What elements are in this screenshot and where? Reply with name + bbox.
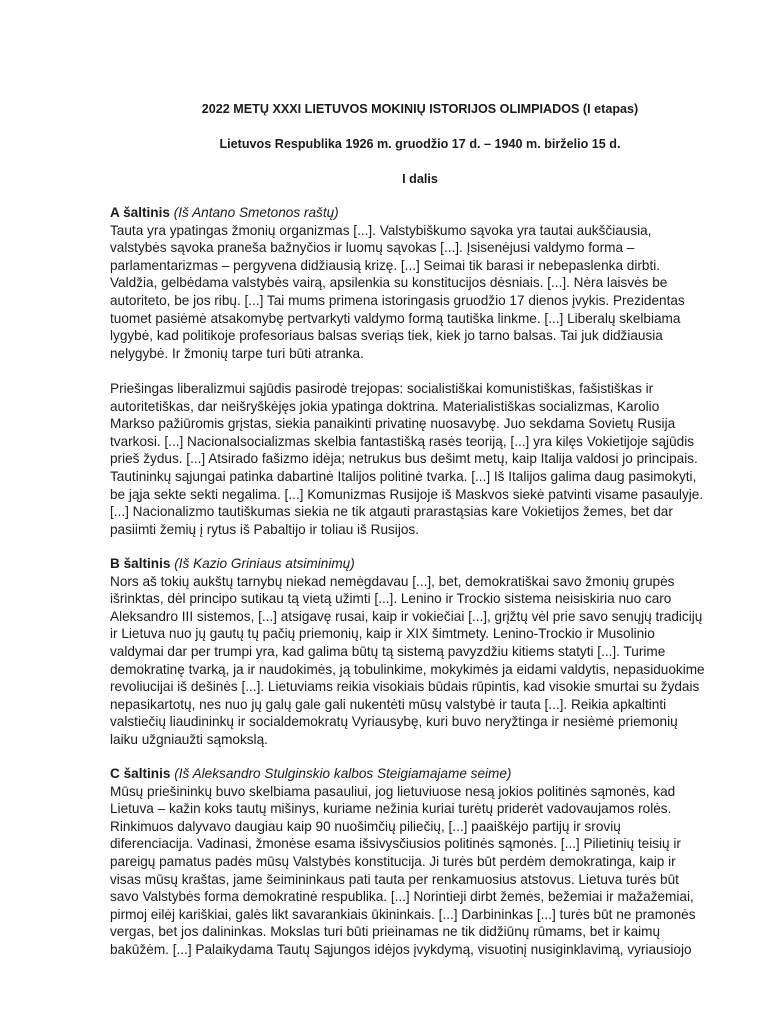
source-a-heading [110, 204, 730, 222]
text-line: Priešingas liberalizmui sąjūdis pasirodė trejopas: socialistiškai komunistiškas, fašistiškas ir [110, 380, 654, 396]
text-line: autoritetiškas, dar neišryškėjęs jokia ypatinga doktrina. Materialistiškas socializmas, Karolio [110, 398, 660, 414]
source-b-paragraph-1 [110, 573, 730, 749]
text-line: demokratinę tvarką, ja ir naudokimės, ją tobulinkime, mokykimės ja eidami valdytis, nepasiduokime [110, 661, 705, 677]
source-c-label: C šaltinis [110, 766, 171, 781]
source-a-paragraph-2 [110, 380, 730, 538]
text-line: Aleksandro III sistemos, [...] atsigavę rusai, kaip ir vokiečiai [...], grįžtų vėl prie savo senųjų tradicijų [110, 608, 703, 624]
text-line: tvarkosi. [...] Nacionalsocializmas skelbia fantastišką rasės teoriją, [...] yra kilęs Vokietijoje sąjūdis [110, 433, 695, 449]
text-line: Lietuva – kažin koks tautų mišinys, kuriame nežinia kuriai turėtų priderėt vadovaujamos rolės. [110, 801, 672, 817]
document-subtitle: Lietuvos Respublika 1926 m. gruodžio 17 d. – 1940 m. birželio 15 d. [219, 137, 621, 151]
text-line: laiku užgniaužti sąmokslą. [110, 731, 268, 747]
text-line: Mūsų priešininkų buvo skelbiama pasauliui, jog lietuviuose nesą jokios politinės sąmonės, kad [110, 783, 676, 799]
source-c-paragraph-1 [110, 783, 730, 959]
text-line: Tautininkų sąjungai patinka dabartinė Italijos politinė tvarka. [...] Iš Italijos galima daug pasimokyti, [110, 468, 697, 484]
text-line: išrinktas, dėl principo sutikau tą vietą užimti [...]. Lenino ir Trockio sistema neisiskiria nuo caro [110, 591, 672, 607]
text-line: be jąja sekte sekti negalima. [...] Komunizmas Rusijoje iš Maskvos siekė patvinti visame pasaulyje. [110, 486, 704, 502]
source-b-heading [110, 555, 730, 573]
text-line: Valdžia, gelbėdama valstybės vairą, apsilenkia su konstitucijos dėsniais. [...]. Nėra laisvės be [110, 275, 668, 291]
text-line: Nors aš tokių aukštų tarnybų niekad nemėgdavau [...], bet, demokratiškai savo žmonių grupės [110, 573, 675, 589]
text-line: pirmoj eilėj kariškiai, galės likt savarankiais ūkininkais. [...] Darbininkas [...] turės būt ne pramonės [110, 906, 696, 922]
text-line: Markso pažiūromis grįstas, siekia panaikinti privatinę nuosavybę. Juo sekdama Sovietų Rusija [110, 416, 676, 432]
source-b-label: B šaltinis [110, 556, 171, 571]
text-line: visas mūsų kraštas, jame šeimininkaus pati tauta per renkamuosius atstovus. Lietuva turės būt [110, 871, 679, 887]
document-title: 2022 METŲ XXXI LIETUVOS MOKINIŲ ISTORIJOS OLIMPIADOS (I etapas) [201, 102, 639, 116]
source-a [110, 204, 730, 538]
text-line: nepasikartotų, nes nuo jų galų gale gali nukentėti mūsų valstybė ir tauta [...]. Reikia apkaltinti [110, 696, 667, 712]
text-line: valstiečių liaudininkų ir socialdemokratų Vyriausybę, kuri buvo neryžtinga ir nesiėmė priemonių [110, 714, 678, 730]
text-line: revoliucijai iš dešinės [...]. Lietuviams reikia visokiais būdais rūpintis, kad visokie smurtai su žydais [110, 679, 700, 695]
text-line: prieš žydus. [...] Atsirado fašizmo idėja; netrukus bus dešimt metų, kaip Italija valdosi jo principais. [110, 451, 698, 467]
source-c [110, 765, 730, 959]
text-line: Tauta yra ypatingas žmonių organizmas [...]. Valstybiškumo sąvoka yra tautai aukščiausia, [110, 222, 652, 238]
text-line: savo Valstybės forma demokratinė respublika. [...] Norintieji dirbt žemės, bežemiai ir mažažemiai, [110, 889, 694, 905]
part-heading: I dalis [402, 172, 438, 186]
text-line: Rinkimuos dalyvavo daugiau kaip 90 nuošimčių piliečių, [...] paaiškėjo partijų ir srovių [110, 818, 621, 834]
text-line: pareigų pamatus padės mūsų Valstybės konstitucija. Ji turės būt perdėm demokratinga, kaip ir [110, 853, 676, 869]
text-line: tuomet pasiėmė atsakomybę pertvarkyti valdymo formą tautiška linkme. [...] Liberalų skelbiama [110, 310, 681, 326]
text-line: lygybė, kad politikoje profesoriaus balsas sveriąs tiek, kiek jo tarno balsas. Tai juk didžiausia [110, 328, 663, 344]
source-c-heading [110, 765, 730, 783]
text-line: parlamentarizmas – pergyvena didžiausią krizę. [...] Seimai tik barasi ir nebepaslenka dirbti. [110, 257, 661, 273]
text-line: pasiimti žemių į rytus iš Pabaltijo ir toliau iš Rusijos. [110, 521, 419, 537]
text-line: ir Lietuva nuo jų gautų tų pačių priemonių, kaip ir XIX šimtmety. Lenino-Trockio ir Musolinio [110, 626, 655, 642]
text-line: diferenciacija. Vadinasi, žmonėse esama išsivysčiusios politinės sąmonės. [...] Pilietinių teisių ir [110, 836, 681, 852]
source-a-note: (Iš Antano Smetonos raštų) [173, 205, 339, 220]
text-line: [...] Nacionalizmo tautiškumas siekia ne tik atgauti prarastąsias kare Vokietijos žemes, bet dar [110, 504, 673, 520]
source-a-label: A šaltinis [110, 205, 170, 220]
source-b-note: (Iš Kazio Griniaus atsiminimų) [174, 556, 355, 571]
source-c-note: (Iš Aleksandro Stulginskio kalbos Steigiamajame seime) [174, 766, 512, 781]
source-b [110, 555, 730, 749]
source-a-paragraph-1 [110, 222, 730, 363]
text-line: nelygybė. Ir žmonių tarpe turi būti atranka. [110, 345, 364, 361]
text-line: valdymai dar per trumpi yra, kad galima būtų tą sistemą pavyzdžiu kitiems statyti [...]. Turime [110, 643, 666, 659]
text-line: bakūžėm. [...] Palaikydama Tautų Sąjungos idėjos įvykdymą, visuotinį nusiginklavimą, vyriausiojo [110, 941, 692, 957]
text-line: vergas, bet jos dalininkas. Mokslas turi būti prieinamas ne tik didžiūnų rūmams, bet ir kaimų [110, 924, 661, 940]
text-line: autoriteto, be jos ribų. [...] Tai mums primena istoringasis gruodžio 17 dienos įvykis. Prezidentas [110, 292, 685, 308]
text-line: valstybės sąvoka praneša bažnyčios ir luomų sąvokas [...]. Įsisenėjusi valdymo forma – [110, 240, 635, 256]
